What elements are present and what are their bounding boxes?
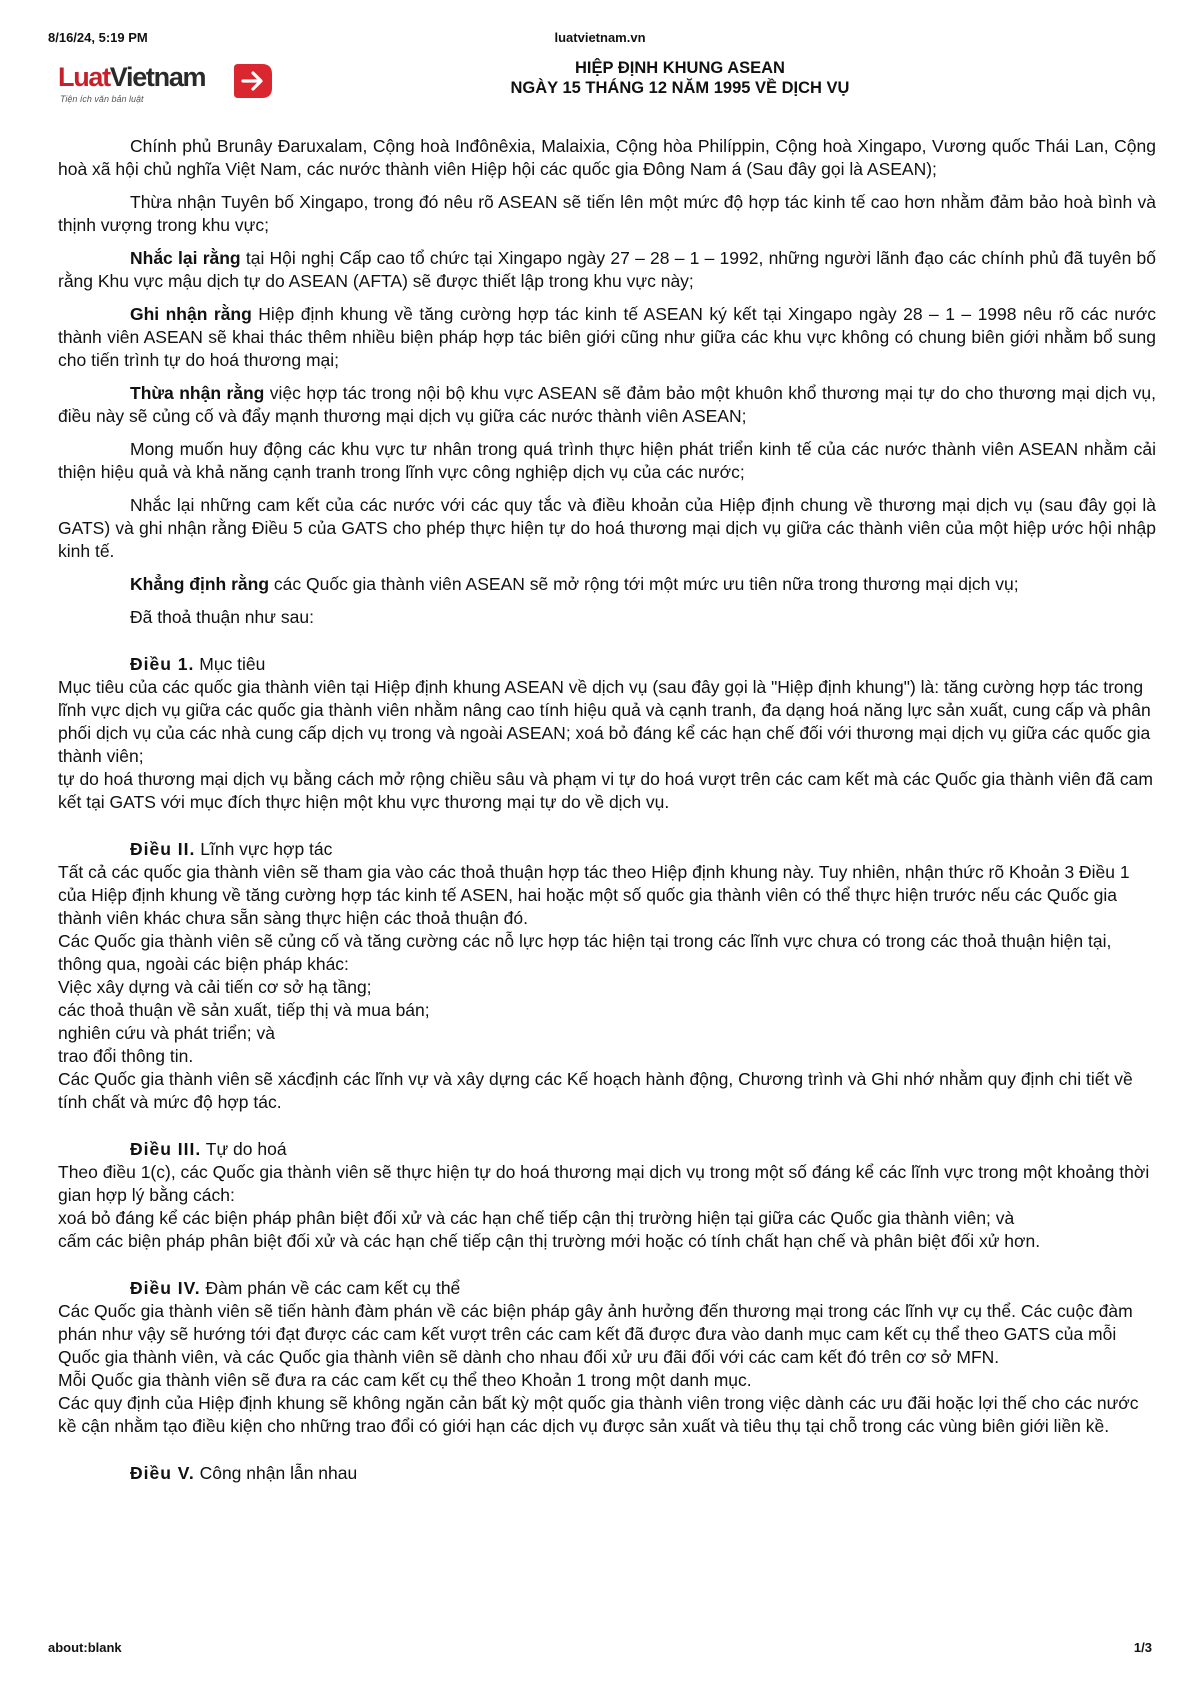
print-url: about:blank (48, 1640, 122, 1655)
print-timestamp: 8/16/24, 5:19 PM (48, 30, 148, 45)
logo-tagline: Tiện ích văn bản luật (60, 94, 144, 104)
preamble-text: Thừa nhận Tuyên bố Xingapo, trong đó nêu rõ ASEAN sẽ tiến lên một mức độ hợp tác kinh tế cao hơn nhằm đảm bảo hoà bình và thịnh vượng trong khu vực; (58, 192, 1156, 235)
article-title: Mục tiêu (194, 654, 266, 674)
article-section (58, 1462, 1156, 1485)
preamble-text: Đã thoả thuận như sau: (130, 607, 314, 627)
preamble-text: Nhắc lại những cam kết của các nước với các quy tắc và điều khoản của Hiệp định chung về thương mại dịch vụ (sau đây gọi là GATS) và ghi nhận rằng Điều 5 của GATS cho phép thực hiện tự do hoá thương mại dịch vụ giữa các thành viên của một hiệp ước hội nhập kinh tế. (58, 495, 1156, 561)
article-section (58, 1277, 1156, 1438)
preamble-text: các Quốc gia thành viên ASEAN sẽ mở rộng tới một mức ưu tiên nữa trong thương mại dịch vụ; (269, 574, 1019, 594)
document-title (300, 58, 1060, 98)
preamble-text: tại Hội nghị Cấp cao tổ chức tại Xingapo ngày 27 – 28 – 1 – 1992, những người lãnh đạo các chính phủ đã tuyên bố rằng Khu vực mậu dịch tự do ASEAN (AFTA) sẽ được thiết lập trong khu vực này; (58, 248, 1156, 291)
article-line: nghiên cứu và phát triển; và (58, 1023, 275, 1043)
article-number: Điều III. (130, 1139, 202, 1159)
page-number: 1/3 (1133, 1640, 1152, 1655)
preamble-paragraph (58, 494, 1156, 563)
article-heading (130, 1277, 1156, 1300)
article-title: Đàm phán về các cam kết cụ thể (200, 1278, 461, 1298)
article-line: cấm các biện pháp phân biệt đối xử và các hạn chế tiếp cận thị trường mới hoặc có tính chất hạn chế và phân biệt đối xử hơn. (58, 1231, 1041, 1251)
article-line: Các Quốc gia thành viên sẽ xácđịnh các lĩnh vự và xây dựng các Kế hoạch hành động, Chương trình và Ghi nhớ nhằm quy định chi tiết về tính chất và mức độ hợp tác. (58, 1069, 1133, 1112)
preamble-text: Chính phủ Brunây Đaruxalam, Cộng hoà Inđônêxia, Malaixia, Cộng hòa Philíppin, Cộng hoà Xingapo, Vương quốc Thái Lan, Cộng hoà xã hội chủ nghĩa Việt Nam, các nước thành viên Hiệp hội các quốc gia Đông Nam á (Sau đây gọi là ASEAN); (58, 136, 1156, 179)
article-title: Tự do hoá (201, 1139, 287, 1159)
article-body (58, 1300, 1156, 1438)
article-line: tự do hoá thương mại dịch vụ bằng cách mở rộng chiều sâu và phạm vi tự do hoá vượt trên các cam kết mà các Quốc gia thành viên đã cam kết tại GATS với mục đích thực hiện một khu vực thương mại tự do về dịch vụ. (58, 769, 1153, 812)
article-line: trao đổi thông tin. (58, 1046, 194, 1066)
logo-brand-part1: Luat (58, 62, 110, 92)
preamble-paragraph (58, 573, 1156, 596)
articles (58, 653, 1156, 1485)
preamble-paragraph (58, 438, 1156, 484)
article-number: Điều 1. (130, 654, 195, 674)
title-line-1: HIỆP ĐỊNH KHUNG ASEAN (575, 59, 785, 77)
article-heading (130, 1462, 1156, 1485)
preamble-paragraph (58, 606, 1156, 629)
article-line: Theo điều 1(c), các Quốc gia thành viên sẽ thực hiện tự do hoá thương mại dịch vụ trong một số đáng kể các lĩnh vực trong một khoảng thời gian hợp lý bằng cách: (58, 1162, 1150, 1205)
article-heading (130, 653, 1156, 676)
article-section (58, 1138, 1156, 1253)
article-line: Việc xây dựng và cải tiến cơ sở hạ tầng; (58, 977, 372, 997)
preamble-paragraph (58, 191, 1156, 237)
article-body (58, 861, 1156, 1114)
article-title: Lĩnh vực hợp tác (195, 839, 333, 859)
preamble-paragraph (58, 247, 1156, 293)
preamble-paragraph (58, 303, 1156, 372)
preamble-text: Hiệp định khung về tăng cường hợp tác kinh tế ASEAN ký kết tại Xingapo ngày 28 – 1 – 1998 nêu rõ các nước thành viên ASEAN sẽ khai thác thêm nhiều biện pháp hợp tác biên giới cũng như giữa các khu vực không có chung biên giới nhằm bổ sung cho tiến trình tự do hoá thương mại; (58, 304, 1156, 370)
preamble-paragraph (58, 382, 1156, 428)
article-line: xoá bỏ đáng kể các biện pháp phân biệt đối xử và các hạn chế tiếp cận thị trường hiện tại giữa các Quốc gia thành viên; và (58, 1208, 1015, 1228)
preamble-text: việc hợp tác trong nội bộ khu vực ASEAN sẽ đảm bảo một khuôn khổ thương mại tự do cho thương mại dịch vụ, điều này sẽ củng cố và đẩy mạnh thương mại dịch vụ giữa các nước thành viên ASEAN; (58, 383, 1156, 426)
article-line: Các Quốc gia thành viên sẽ tiến hành đàm phán về các biện pháp gây ảnh hưởng đến thương mại trong các lĩnh vự cụ thể. Các cuộc đàm phán như vậy sẽ hướng tới đạt được các cam kết vượt trên các cam kết đã được đưa vào danh mục cam kết cụ thể theo GATS của mỗi Quốc gia thành viên, và các Quốc gia thành viên sẽ dành cho nhau đối xử ưu đãi đối với các cam kết đó trên cơ sở MFN. (58, 1301, 1133, 1367)
preamble-lead: Ghi nhận rằng (130, 304, 252, 324)
article-line: Các quy định của Hiệp định khung sẽ không ngăn cản bất kỳ một quốc gia thành viên trong việc dành các ưu đãi hoặc lợi thế cho các nước kề cận nhằm tạo điều kiện cho những trao đổi có giới hạn các dịch vụ được sản xuất và tiêu thụ tại chỗ trong các vùng biên giới liền kề. (58, 1393, 1139, 1436)
article-line: Mục tiêu của các quốc gia thành viên tại Hiệp định khung ASEAN về dịch vụ (sau đây gọi là "Hiệp định khung") là: tăng cường hợp tác trong lĩnh vực dịch vụ giữa các quốc gia thành viên nhằm nâng cao tính hiệu quả và cạnh tranh, đa dạng hoá năng lực sản xuất, cung cấp và phân phối dịch vụ của các nhà cung cấp dịch vụ trong và ngoài ASEAN; xoá bỏ đáng kể các hạn chế đối với thương mại dịch vụ giữa các quốc gia thành viên; (58, 677, 1151, 766)
arrow-right-icon (232, 58, 276, 102)
article-heading (130, 1138, 1156, 1161)
print-host: luatvietnam.vn (554, 30, 646, 45)
preamble-text: Mong muốn huy động các khu vực tư nhân trong quá trình thực hiện phát triển kinh tế của các nước thành viên ASEAN nhằm cải thiện hiệu quả và khả năng cạnh tranh trong lĩnh vực công nghiệp dịch vụ của các nước; (58, 439, 1156, 482)
preamble-lead: Thừa nhận rằng (130, 383, 265, 403)
article-line: Mỗi Quốc gia thành viên sẽ đưa ra các cam kết cụ thể theo Khoản 1 trong một danh mục. (58, 1370, 752, 1390)
preamble (58, 135, 1156, 629)
article-body (58, 1161, 1156, 1253)
luatvietnam-logo (58, 58, 218, 110)
preamble-lead: Khẳng định rằng (130, 574, 270, 594)
document-body (58, 135, 1156, 1485)
article-line: Các Quốc gia thành viên sẽ củng cố và tăng cường các nỗ lực hợp tác hiện tại trong các lĩnh vực chưa có trong các thoả thuận hiện tại, thông qua, ngoài các biện pháp khác: (58, 931, 1112, 974)
article-line: Tất cả các quốc gia thành viên sẽ tham gia vào các thoả thuận hợp tác theo Hiệp định khung này. Tuy nhiên, nhận thức rõ Khoản 3 Điều 1 của Hiệp định khung về tăng cường hợp tác kinh tế ASEN, hai hoặc một số quốc gia thành viên có thể thực hiện trước nếu các Quốc gia thành viên khác chưa sẵn sàng thực hiện các thoả thuận đó. (58, 862, 1130, 928)
article-title: Công nhận lẫn nhau (194, 1463, 358, 1483)
article-section (58, 838, 1156, 1114)
preamble-lead: Nhắc lại rằng (130, 248, 241, 268)
article-body (58, 676, 1156, 814)
title-line-2: NGÀY 15 THÁNG 12 NĂM 1995 VỀ DỊCH VỤ (510, 79, 850, 97)
article-heading (130, 838, 1156, 861)
print-footer (48, 1640, 1152, 1658)
article-number: Điều V. (130, 1463, 195, 1483)
article-number: Điều II. (130, 839, 196, 859)
print-header (48, 30, 1152, 48)
logo-brand-part2: Vietnam (109, 62, 206, 92)
article-number: Điều IV. (130, 1278, 201, 1298)
article-line: các thoả thuận về sản xuất, tiếp thị và mua bán; (58, 1000, 430, 1020)
logo-wordmark (58, 62, 205, 92)
preamble-paragraph (58, 135, 1156, 181)
article-section (58, 653, 1156, 814)
